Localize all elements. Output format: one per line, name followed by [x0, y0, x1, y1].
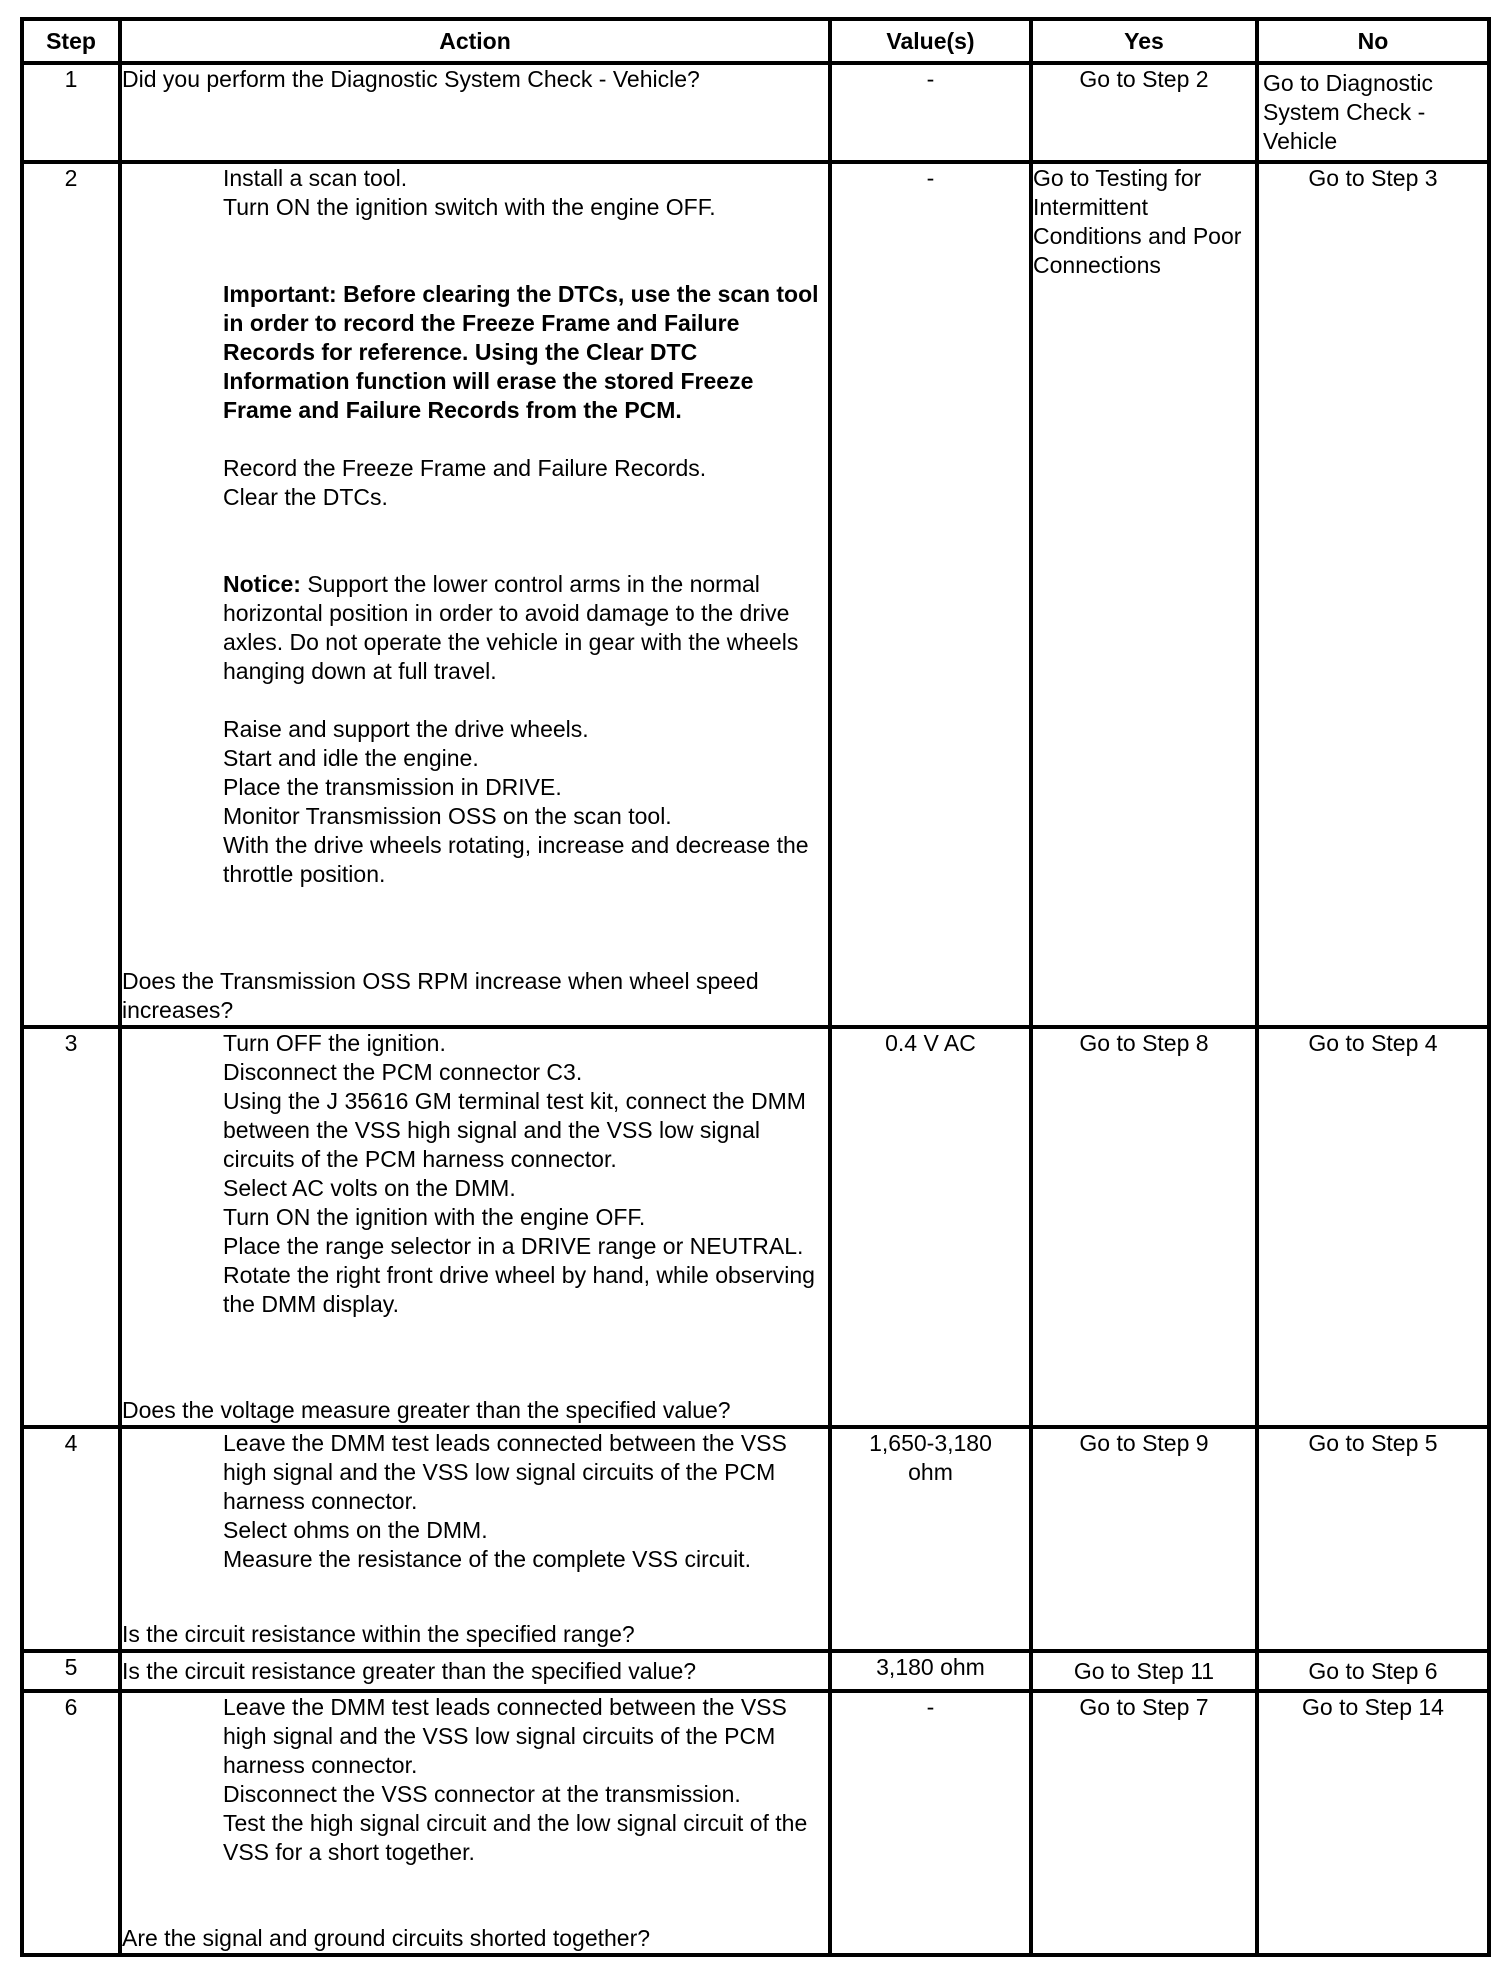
- table-row-step-5: [22, 1651, 1489, 1691]
- action-line: Turn ON the ignition switch with the engine OFF.: [223, 194, 716, 220]
- yes-cell: Go to Step 9: [1031, 1427, 1257, 1651]
- table-row-step-4: [22, 1427, 1489, 1651]
- question-text: Does the Transmission OSS RPM increase when wheel speed increases?: [122, 968, 759, 1023]
- action-cell: [120, 1651, 830, 1691]
- value-cell: -: [830, 63, 1031, 162]
- action-line: Leave the DMM test leads connected between the VSS high signal and the VSS low signal circuits of the PCM harness connector.: [223, 1430, 787, 1514]
- table-row-step-3: [22, 1027, 1489, 1427]
- action-line: Turn ON the ignition with the engine OFF.: [223, 1204, 646, 1230]
- no-cell: Go to Step 6: [1257, 1651, 1489, 1691]
- header-no: No: [1257, 19, 1489, 63]
- yes-cell: Go to Step 2: [1031, 63, 1257, 162]
- action-line: Using the J 35616 GM terminal test kit, connect the DMM between the VSS high signal and the VSS low signal circuits of the PCM harness connector.: [223, 1088, 806, 1172]
- action-steps: [122, 1693, 828, 1867]
- action-line: Test the high signal circuit and the low signal circuit of the VSS for a short together.: [223, 1810, 808, 1865]
- step-number: 2: [22, 162, 120, 1027]
- no-cell: Go to Step 3: [1257, 162, 1489, 1027]
- yes-cell: Go to Step 8: [1031, 1027, 1257, 1427]
- no-cell: Go to Step 5: [1257, 1427, 1489, 1651]
- notice-label: Notice:: [223, 571, 301, 597]
- table-row-step-1: [22, 63, 1489, 162]
- question-text: Are the signal and ground circuits shorted together?: [122, 1925, 651, 1951]
- step-number: 6: [22, 1691, 120, 1955]
- action-line: Clear the DTCs.: [223, 484, 388, 510]
- action-line: Start and idle the engine.: [223, 745, 479, 771]
- action-line: Install a scan tool.: [223, 165, 408, 191]
- action-steps: [122, 164, 828, 889]
- action-line: Measure the resistance of the complete VSS circuit.: [223, 1546, 751, 1572]
- action-line: Disconnect the PCM connector C3.: [223, 1059, 583, 1085]
- value-cell: 3,180 ohm: [830, 1651, 1031, 1691]
- yes-cell: Go to Testing for Intermittent Conditions and Poor Connections: [1031, 162, 1257, 1027]
- question-text: Is the circuit resistance within the specified range?: [122, 1621, 635, 1647]
- table-row-step-2: [22, 162, 1489, 1027]
- step-number: 3: [22, 1027, 120, 1427]
- yes-cell: Go to Step 11: [1031, 1651, 1257, 1691]
- question-text: Is the circuit resistance greater than the specified value?: [122, 1657, 697, 1684]
- action-line: Monitor Transmission OSS on the scan tool.: [223, 803, 672, 829]
- action-cell: [120, 63, 830, 162]
- important-note: Important: Before clearing the DTCs, use the scan tool in order to record the Freeze Frame and Failure Records for reference. Using the Clear DTC Information function will erase the stored Freeze Frame and Failure Records from the PCM.: [223, 281, 819, 423]
- value-cell: 1,650-3,180 ohm: [830, 1427, 1031, 1651]
- action-cell: [120, 1027, 830, 1427]
- action-line: Place the transmission in DRIVE.: [223, 774, 562, 800]
- no-cell: Go to Diagnostic System Check - Vehicle: [1257, 63, 1489, 162]
- header-step: Step: [22, 19, 120, 63]
- action-line: Rotate the right front drive wheel by hand, while observing the DMM display.: [223, 1262, 815, 1317]
- action-line: Select ohms on the DMM.: [223, 1517, 488, 1543]
- value-cell: -: [830, 162, 1031, 1027]
- table-row-step-6: [22, 1691, 1489, 1955]
- action-line: Leave the DMM test leads connected between the VSS high signal and the VSS low signal circuits of the PCM harness connector.: [223, 1694, 787, 1778]
- action-line: Record the Freeze Frame and Failure Records.: [223, 455, 707, 481]
- action-line: Turn OFF the ignition.: [223, 1030, 446, 1056]
- diagnostic-table: [20, 17, 1491, 1957]
- notice-note: [223, 570, 828, 686]
- step-number: 1: [22, 63, 120, 162]
- step-number: 4: [22, 1427, 120, 1651]
- action-cell: [120, 1691, 830, 1955]
- action-line: Raise and support the drive wheels.: [223, 716, 589, 742]
- header-row: [22, 19, 1489, 63]
- question-text: Did you perform the Diagnostic System Check - Vehicle?: [122, 66, 700, 92]
- action-cell: [120, 1427, 830, 1651]
- action-steps: [122, 1029, 828, 1319]
- header-yes: Yes: [1031, 19, 1257, 63]
- yes-cell: Go to Step 7: [1031, 1691, 1257, 1955]
- action-line: With the drive wheels rotating, increase and decrease the throttle position.: [223, 832, 809, 887]
- step-number: 5: [22, 1651, 120, 1691]
- header-action: Action: [120, 19, 830, 63]
- action-line: Disconnect the VSS connector at the transmission.: [223, 1781, 741, 1807]
- value-cell: 0.4 V AC: [830, 1027, 1031, 1427]
- notice-text: Support the lower control arms in the normal horizontal position in order to avoid damage to the drive axles. Do not operate the vehicle in gear with the wheels hanging down at full travel.: [223, 571, 799, 684]
- action-steps: [122, 1429, 828, 1574]
- no-cell: Go to Step 4: [1257, 1027, 1489, 1427]
- action-line: Place the range selector in a DRIVE range or NEUTRAL.: [223, 1233, 804, 1259]
- question-text: Does the voltage measure greater than the specified value?: [122, 1397, 731, 1423]
- header-values: Value(s): [830, 19, 1031, 63]
- action-cell: [120, 162, 830, 1027]
- no-cell: Go to Step 14: [1257, 1691, 1489, 1955]
- action-line: Select AC volts on the DMM.: [223, 1175, 516, 1201]
- value-cell: -: [830, 1691, 1031, 1955]
